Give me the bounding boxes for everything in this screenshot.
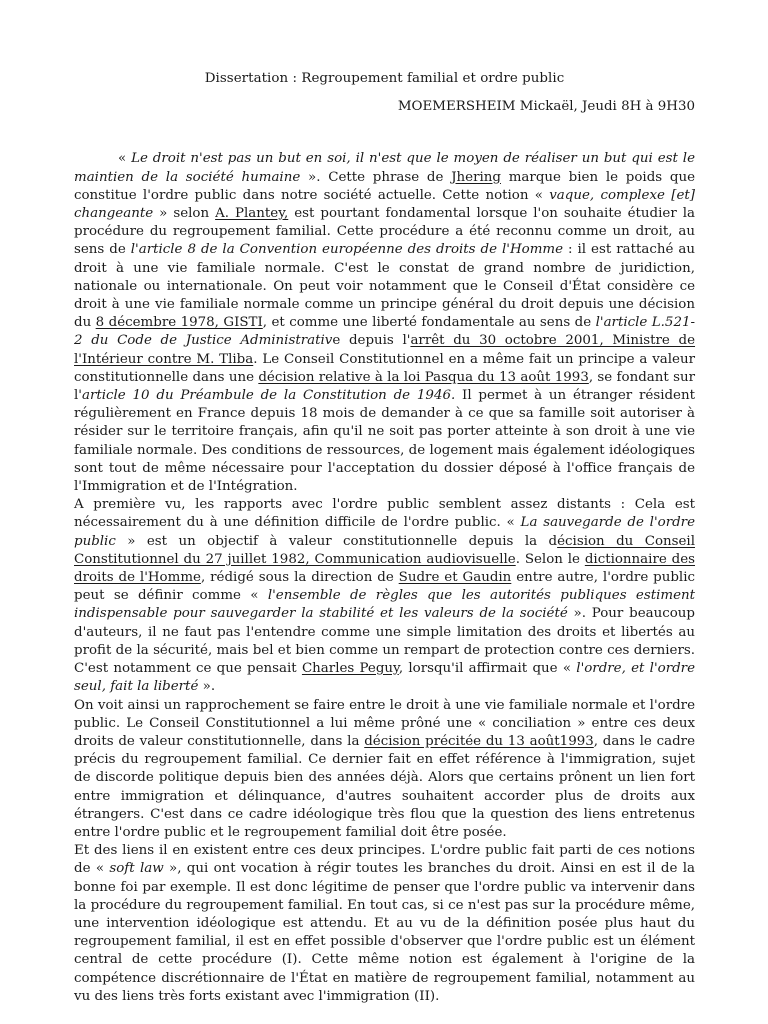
underlined-reference: écision du Conseil Constitutionnel du 27 juillet 1982, Communication audiovisuelle	[74, 533, 695, 567]
text-run: Il permet à un étranger résident régulièrement en France depuis 18 mois de demander à ce que sa famille soit autoriser à résider sur le territoire français, afin qu'il ne soit pas porter atteinte à son droit à une vie familiale normale. Des conditions de ressources, de logement mais également idéologiques sont tout de même nécessaire pour l'acceptation du dossier déposé à l'office français de l'Immigration et de l'Intégration.	[74, 388, 695, 495]
text-run: e depuis l'	[332, 333, 411, 349]
text-run: marque bien le poids que constitue l'ordre public dans notre société actuelle. Cette notion «	[74, 169, 696, 203]
underlined-reference: décision relative à la loi Pasqua du 13 août 1993	[258, 369, 589, 385]
paragraph-introduction	[74, 150, 695, 496]
text-run: , rédigé sous la direction de	[200, 570, 399, 586]
text-run: » est un objectif à valeur constitutionnelle depuis la d	[115, 533, 558, 549]
italic-text-run: soft law	[109, 861, 164, 877]
italic-text-run: l'article L.521-2 du Code de Justice Administrativ	[74, 315, 696, 349]
document-title: Dissertation : Regroupement familial et ordre public	[204, 71, 565, 86]
text-run: . Le Conseil Constitutionnel en a même fait un principe a valeur constitutionnelle dans une	[74, 351, 695, 385]
text-run: On voit ainsi un rapprochement se faire entre le droit à une vie familiale normale et l'ordre public. Le Conseil Constitutionnel a lui même prôné une « conciliation » entre ces deux droits de valeur constitutionnelle, dans la	[74, 697, 695, 749]
italic-text-run: article 10 du Préambule de la Constitution de 1946.	[81, 388, 456, 404]
underlined-reference: 8 décembre 1978, GISTI	[95, 315, 263, 331]
text-run: , se fondant sur l'	[74, 369, 695, 404]
text-run: ». Pour beaucoup d'auteurs, il ne faut pas l'entendre comme une simple limitation des droits et libertés au profit de la sécurité, mais bel et bien comme un rempart de protection contre ces derniers. C'est notamment ce que pensait	[74, 606, 695, 677]
text-run: . Selon le	[515, 551, 585, 567]
author-line: MOEMERSHEIM Mickaël, Jeudi 8H à 9H30	[397, 99, 695, 115]
paragraph-rapprochement	[74, 697, 695, 843]
text-run: » selon	[153, 206, 216, 222]
underlined-reference: Jhering	[451, 169, 501, 185]
text-run: est pourtant fondamental lorsque l'on souhaite étudier la procédure du regroupement familial. Cette procédure a été reconnu comme un droit, au sens de	[74, 206, 695, 258]
text-run: A première vu, les rapports avec l'ordre public semblent assez distants : Cela est nécessairement du à une définition difficile de l'ordre public. «	[74, 497, 695, 531]
underlined-reference: arrêt du 30 octobre 2001, Ministre de l'Intérieur contre M. Tliba	[74, 333, 696, 367]
text-run: Et des liens il en existent entre ces deux principes. L'ordre public fait parti de ces notions de «	[74, 843, 695, 877]
text-run: ». Cette phrase de	[300, 169, 452, 185]
italic-text-run: Le droit n'est pas un but en soi, il n'est que le moyen de réaliser un but qui est le maintien de la société humaine	[74, 151, 695, 185]
text-run: «	[118, 151, 132, 167]
underlined-reference: A. Plantey,	[215, 206, 289, 222]
italic-text-run: La sauvegarde de l'ordre public	[74, 515, 696, 549]
underlined-reference: Sudre et Gaudin	[398, 570, 512, 586]
document-page	[74, 70, 695, 1006]
underlined-reference: Charles Peguy	[301, 661, 399, 677]
paragraph-ordre-public	[74, 496, 695, 696]
text-run: , et comme une liberté fondamentale au sens de	[262, 315, 596, 331]
text-run: ».	[198, 679, 216, 695]
text-run: , lorsqu'il affirmait que «	[398, 661, 577, 677]
italic-text-run: l'ordre, et l'ordre seul, fait la liberté	[74, 661, 695, 695]
italic-text-run: l'ensemble de règles que les autorités publiques estiment indispensable pour sauvegarder la stabilité et les valeurs de la société	[74, 588, 696, 622]
paragraph-annonce-plan	[74, 842, 695, 1006]
underlined-reference: dictionnaire des droits de l'Homme	[74, 551, 695, 586]
underlined-reference: décision précitée du 13 août1993	[364, 733, 594, 749]
text-run: entre autre, l'ordre public peut se définir comme «	[74, 570, 696, 604]
text-run: : il est rattaché au droit à une vie familiale normale. C'est le constat de grand nombre de juridiction, nationale ou internationale. On peut voir notamment que le Conseil d'État considère ce droit à une vie familiale normale comme un principe général du droit depuis une décision du	[74, 242, 695, 331]
italic-text-run: vaque, complexe [et] changeante	[74, 187, 695, 222]
text-run: , dans le cadre précis du regroupement familial. Ce dernier fait en effet référence à l'immigration, sujet de discorde politique depuis bien des années déjà. Alors que certains prônent un lien fort entre immigration et délinquance, d'autres souhaitent accorder plus de droits aux étrangers. C'est dans ce cadre idéologique très flou que la question des liens entretenus entre l'ordre public et le regroupement familial doit être posée.	[74, 733, 696, 840]
italic-text-run: l'article 8 de la Convention européenne des droits de l'Homme	[130, 242, 564, 258]
text-run: », qui ont vocation à régir toutes les branches du droit. Ainsi en est il de la bonne foi par exemple. Il est donc légitime de penser que l'ordre public va intervenir dans la procédure du regroupement familial. En tout cas, si ce n'est pas sur la procédure même, une intervention idéologique est attendu. Et au vu de la définition posée plus haut du regroupement familial, il est en effet possible d'observer que l'ordre public est un élément central de cette procédure (I). Cette même notion est également à l'origine de la compétence discrétionnaire de l'État en matière de regroupement familial, notamment au vu des liens très forts existant avec l'immigration (II).	[74, 861, 695, 1004]
